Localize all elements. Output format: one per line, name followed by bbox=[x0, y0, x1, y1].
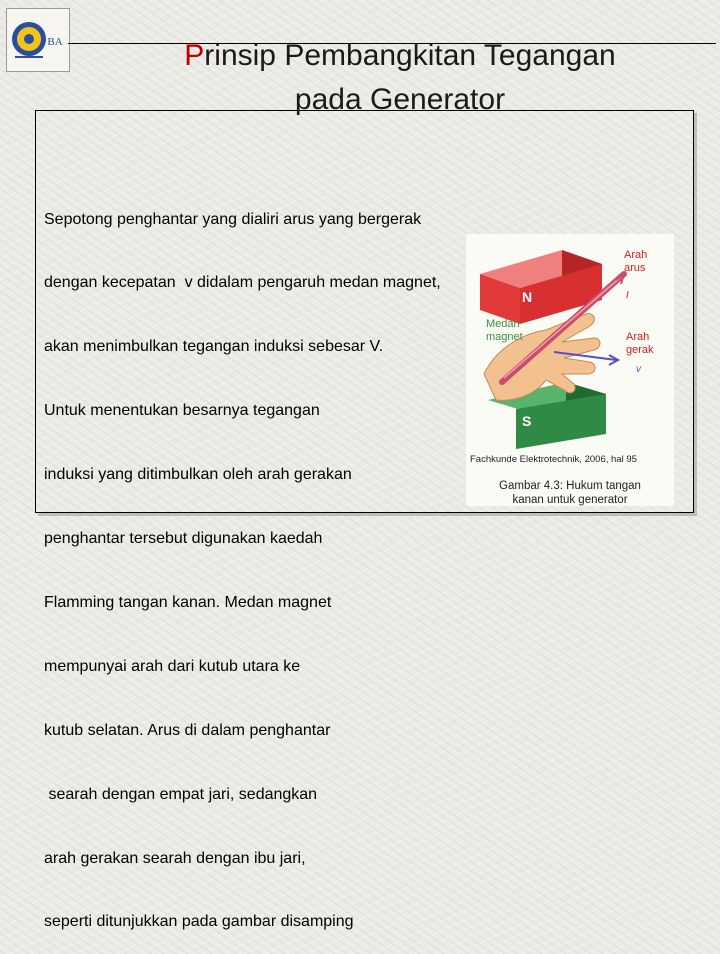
title-first-letter: P bbox=[184, 39, 205, 72]
title-line-2: pada Generator bbox=[294, 83, 506, 116]
label-arus-line-1: Arah bbox=[624, 249, 648, 261]
figure-caption-line-1: Gambar 4.3: Hukum tangan bbox=[499, 480, 641, 492]
right-hand-rule-figure bbox=[466, 234, 674, 506]
title-line-1: rinsip Pembangkitan Tegangan bbox=[204, 39, 616, 72]
figure-source: Fachkunde Elektrotechnik, 2006, hal 95 bbox=[470, 454, 637, 465]
logo bbox=[6, 8, 70, 72]
body-line: induksi yang ditimbulkan oleh arah gerakan bbox=[44, 466, 352, 484]
figure-caption-line-2: kanan untuk generator bbox=[512, 494, 628, 506]
label-medan-line-2: magnet bbox=[486, 331, 523, 343]
body-line: dengan kecepatan v didalam pengaruh medan magnet, bbox=[44, 274, 441, 292]
label-north: N bbox=[522, 289, 533, 305]
label-medan-line-1: Medan bbox=[486, 318, 520, 330]
body-line: Sepotong penghantar yang dialiri arus yang bergerak bbox=[44, 210, 422, 228]
label-south: S bbox=[522, 413, 532, 429]
label-current-i: I bbox=[626, 290, 629, 301]
label-arus-line-2: arus bbox=[624, 262, 646, 274]
label-velocity-v: v bbox=[636, 364, 641, 375]
body-line: seperti ditunjukkan pada gambar disamping bbox=[44, 913, 354, 931]
body-line: mempunyai arah dari kutub utara ke bbox=[44, 657, 301, 675]
body-text bbox=[44, 166, 514, 954]
body-line: kutub selatan. Arus di dalam penghantar bbox=[44, 721, 331, 739]
body-line: akan menimbulkan tegangan induksi sebesar V. bbox=[44, 338, 384, 356]
logo-text: BA bbox=[47, 36, 63, 48]
slide-title bbox=[100, 34, 700, 122]
body-line: arah gerakan searah dengan ibu jari, bbox=[44, 849, 306, 867]
label-gerak-line-2: gerak bbox=[626, 344, 654, 356]
body-line: Flamming tangan kanan. Medan magnet bbox=[44, 593, 332, 611]
label-gerak-line-1: Arah bbox=[626, 331, 650, 343]
body-line: penghantar tersebut digunakan kaedah bbox=[44, 530, 323, 548]
body-line: searah dengan empat jari, sedangkan bbox=[44, 785, 318, 803]
body-line: Untuk menentukan besarnya tegangan bbox=[44, 402, 320, 420]
